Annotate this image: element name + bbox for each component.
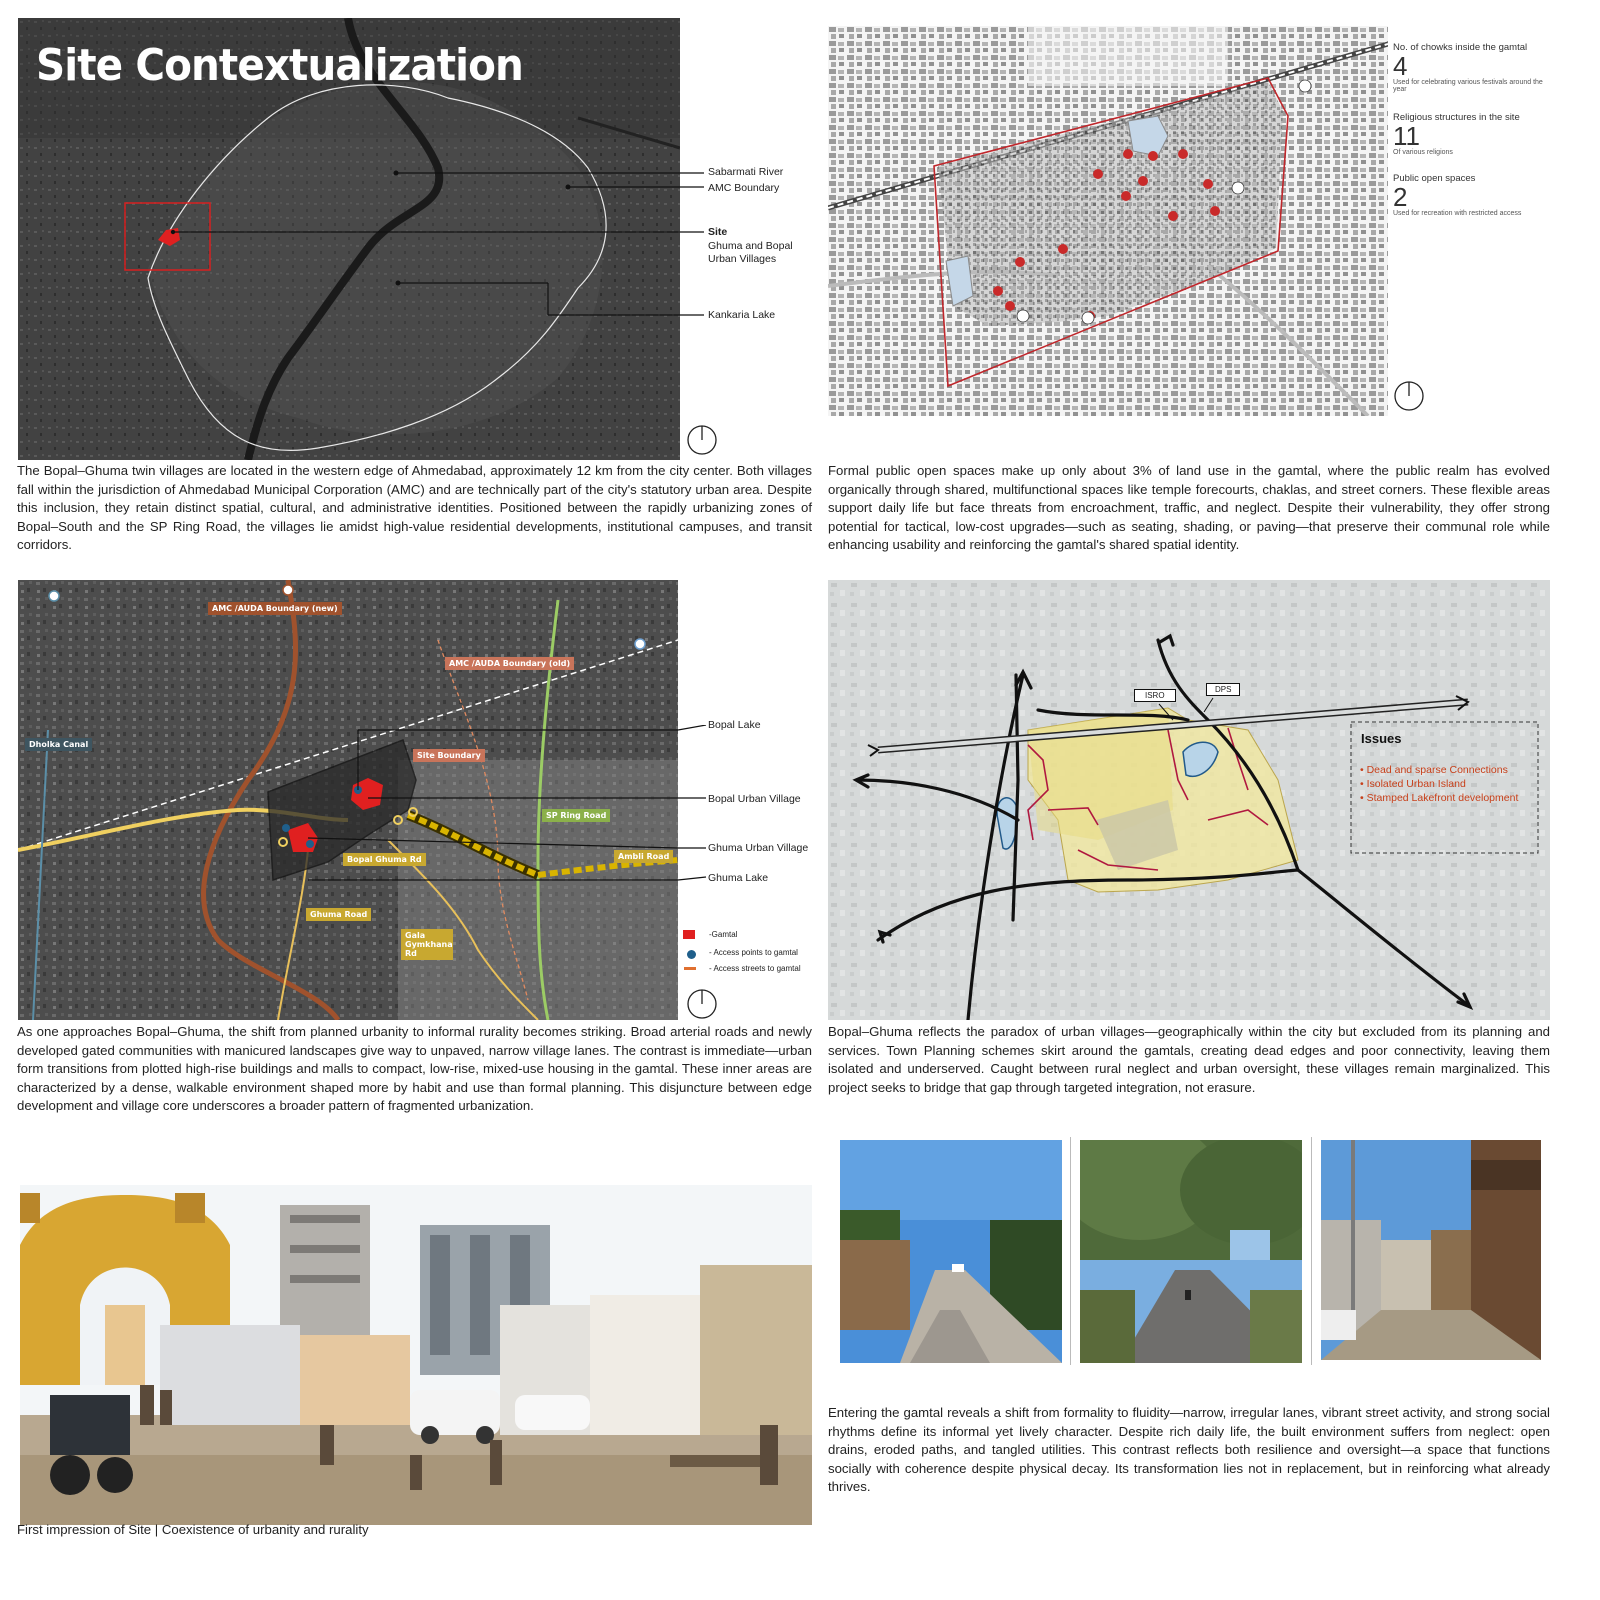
photos-paragraph: Entering the gamtal reveals a shift from formality to fluidity—narrow, irregular lanes, vibrant street activity, and strong social rhythms define its informal yet lively character. Despite rich daily life, the built environment suffers from neglect: open drains, eroded paths, and tangled utilities. This contrast reflects both resilience and oversight—a space that functions socially with coherence despite physical decay. Its transformation lies not in replacement, but in reinforcing what already thrives. bbox=[828, 1405, 1550, 1495]
stat-chowks: No. of chowks inside the gamtal 4 Used for celebrating various festivals around the year bbox=[1393, 42, 1543, 93]
photo-divider-2 bbox=[1311, 1137, 1312, 1365]
map1-leaders bbox=[680, 160, 706, 320]
stat-open-spaces: Public open spaces 2 Used for recreation with restricted access bbox=[1393, 173, 1522, 217]
gamtal-figure-ground-map bbox=[828, 26, 1388, 416]
city-context-map bbox=[18, 18, 680, 460]
tag-dholka-canal: Dholka Canal bbox=[25, 738, 92, 751]
box-isro: ISRO bbox=[1134, 689, 1176, 702]
legend-access-street-swatch bbox=[684, 967, 696, 970]
tag-gala-gymkhana-rd: Gala Gymkhana Rd bbox=[401, 929, 453, 960]
label-sabarmati-river: Sabarmati River bbox=[708, 166, 784, 178]
tag-sp-ring-road: SP Ring Road bbox=[542, 809, 610, 822]
tag-site-boundary: Site Boundary bbox=[413, 749, 485, 762]
label-kankaria-lake: Kankaria Lake bbox=[708, 309, 776, 321]
panorama-caption: First impression of Site | Coexistence of urbanity and rurality bbox=[17, 1522, 369, 1537]
map3-leaders bbox=[678, 725, 708, 885]
label-bopal-urban-village: Bopal Urban Village bbox=[708, 793, 801, 805]
tag-amc-auda-old: AMC /AUDA Boundary (old) bbox=[445, 657, 574, 670]
issues-heading: Issues bbox=[1361, 731, 1402, 746]
north-arrow-icon bbox=[686, 424, 718, 456]
north-arrow-icon-2 bbox=[1393, 380, 1425, 412]
page-title: Site Contextualization bbox=[36, 40, 523, 91]
map3-paragraph: As one approaches Bopal–Ghuma, the shift from planned urbanity to informal rurality becomes striking. Broad arterial roads and newly developed gated communities with manicured landscapes give way to unpaved, narrow village lanes. The contrast is immediate—urban form transitions from plotted high-rise buildings and malls to compact, low-rise, mixed-use housing in the gamtal. These inner areas are characterized by a dense, walkable environment shaped more by habit and use than formal planning. This disjuncture between edge development and village core underscores a broader pattern of fragmented urbanization. bbox=[17, 1024, 812, 1114]
label-site: Site bbox=[708, 226, 728, 238]
legend-gamtal: -Gamtal bbox=[709, 930, 738, 939]
north-arrow-icon-3 bbox=[686, 988, 718, 1020]
tag-ambli-road: Ambli Road bbox=[614, 850, 673, 863]
tag-bopal-ghuma-rd: Bopal Ghuma Rd bbox=[343, 853, 426, 866]
legend-access-streets: - Access streets to gamtal bbox=[709, 964, 801, 973]
label-bopal-lake: Bopal Lake bbox=[708, 719, 761, 731]
issues-diagram-map bbox=[828, 580, 1550, 1020]
issue-item: • Stamped Lakefront development bbox=[1360, 792, 1519, 804]
issue-item: • Dead and sparse Connections bbox=[1360, 764, 1508, 776]
label-ghuma-lake: Ghuma Lake bbox=[708, 872, 769, 884]
map4-paragraph: Bopal–Ghuma reflects the paradox of urban villages—geographically within the city but excluded from its planning and services. Town Planning schemes skirt around the gamtals, creating dead edges and poor connectivity, leaving them isolated and underserved. Caught between rural neglect and urban oversight, these villages remain marginalized. This project seeks to bridge that gap through targeted integration, not erasure. bbox=[828, 1024, 1550, 1095]
street-photo-3 bbox=[1321, 1140, 1541, 1360]
legend-gamtal-swatch bbox=[683, 930, 695, 939]
label-amc-boundary: AMC Boundary bbox=[708, 182, 780, 194]
access-map-graphic bbox=[18, 580, 678, 1020]
label-ghuma-urban-village: Ghuma Urban Village bbox=[708, 842, 809, 854]
issues-list bbox=[1360, 763, 1535, 805]
legend-access-point-swatch bbox=[687, 950, 696, 959]
street-photo-1-graphic bbox=[840, 1140, 1062, 1363]
stat-religious-structures: Religious structures in the site 11 Of various religions bbox=[1393, 112, 1520, 156]
issue-item: • Isolated Urban Island bbox=[1360, 778, 1466, 790]
street-photo-3-graphic bbox=[1321, 1140, 1541, 1360]
label-site-sub1: Ghuma and Bopal bbox=[708, 240, 793, 252]
street-photo-2 bbox=[1080, 1140, 1302, 1363]
map2-paragraph: Formal public open spaces make up only about 3% of land use in the gamtal, where the public realm has evolved organically through shared, multifunctional spaces like temple forecourts, chaklas, and street corners. These flexible areas support daily life but face threats from encroachment, traffic, and neglect. Despite their vulnerability, they offer strong potential for tactical, low-cost upgrades—such as seating, shading, or paving—that preserve their communal role while enhancing usability and reinforcing the gamtal's shared spatial identity. bbox=[828, 463, 1550, 553]
site-panorama-photo bbox=[20, 1185, 812, 1525]
tag-ghuma-road: Ghuma Road bbox=[306, 908, 371, 921]
legend-access-points: - Access points to gamtal bbox=[709, 948, 798, 957]
box-dps: DPS bbox=[1206, 683, 1240, 696]
panorama-graphic bbox=[20, 1185, 812, 1525]
photo-divider-1 bbox=[1070, 1137, 1071, 1365]
tag-amc-auda-new: AMC /AUDA Boundary (new) bbox=[208, 602, 342, 615]
street-photo-1 bbox=[840, 1140, 1062, 1363]
map1-paragraph: The Bopal–Ghuma twin villages are located in the western edge of Ahmedabad, approximately 12 km from the city center. Both villages fall within the jurisdiction of Ahmedabad Municipal Corporation (AMC) and are technically part of the city's statutory urban area. Despite this inclusion, they retain distinct spatial, cultural, and administrative identities. Positioned between the rapidly urbanizing zones of Bopal–South and the SP Ring Road, the villages lie amidst high-value residential developments, institutional campuses, and transit corridors. bbox=[17, 463, 812, 553]
figure-ground-graphic bbox=[828, 26, 1388, 416]
label-site-sub2: Urban Villages bbox=[708, 253, 777, 265]
street-photo-2-graphic bbox=[1080, 1140, 1302, 1363]
access-roads-map bbox=[18, 580, 678, 1020]
